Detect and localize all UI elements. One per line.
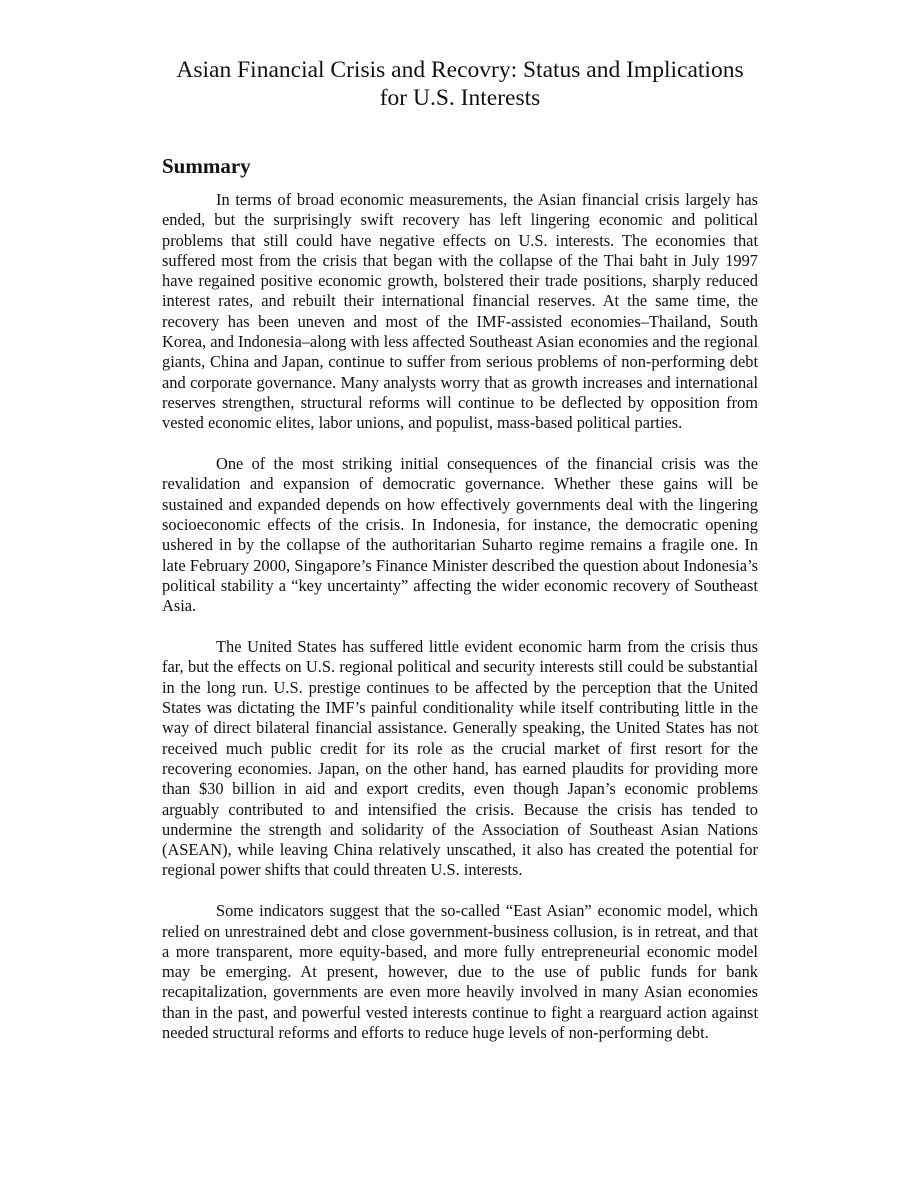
document-title: Asian Financial Crisis and Recovry: Status and Implications for U.S. Interests (176, 57, 744, 111)
summary-paragraph-2: One of the most striking initial consequences of the financial crisis was the revalidation and expansion of democratic governance. Whether these gains will be sustained and expanded depends on how effectively governments deal with the lingering socioeconomic effects of the crisis. In Indonesia, for instance, the democratic opening ushered in by the collapse of the authoritarian Suharto regime remains a fragile one. In late February 2000, Singapore’s Finance Minister described the question about Indonesia’s political stability a “key uncertainty” affecting the wider economic recovery of Southeast Asia. (162, 454, 758, 616)
summary-paragraph-4: Some indicators suggest that the so-called “East Asian” economic model, which relied on unrestrained debt and close government-business collusion, is in retreat, and that a more transparent, more equity-based, and more fully entrepreneurial economic model may be emerging. At present, however, due to the use of public funds for bank recapitalization, governments are even more heavily involved in many Asian economies than in the past, and powerful vested interests continue to fight a rearguard action against needed structural reforms and efforts to reduce huge levels of non-performing debt. (162, 901, 758, 1043)
summary-paragraph-1: In terms of broad economic measurements, the Asian financial crisis largely has ended, but the surprisingly swift recovery has left lingering economic and political problems that still could have negative effects on U.S. interests. The economies that suffered most from the crisis that began with the collapse of the Thai baht in July 1997 have regained positive economic growth, bolstered their trade positions, sharply reduced interest rates, and rebuilt their international financial reserves. At the same time, the recovery has been uneven and most of the IMF-assisted economies–Thailand, South Korea, and Indonesia–along with less affected Southeast Asian economies and the regional giants, China and Japan, continue to suffer from serious problems of non-performing debt and corporate governance. Many analysts worry that as growth increases and international reserves strengthen, structural reforms will continue to be deflected by opposition from vested economic elites, labor unions, and populist, mass-based political parties. (162, 190, 758, 433)
summary-paragraph-3: The United States has suffered little evident economic harm from the crisis thus far, but the effects on U.S. regional political and security interests still could be substantial in the long run. U.S. prestige continues to be affected by the perception that the United States was dictating the IMF’s painful conditionality while itself contributing little in the way of direct bilateral financial assistance. Generally speaking, the United States has not received much public credit for its role as the crucial market of first resort for the recovering economies. Japan, on the other hand, has earned plaudits for providing more than $30 billion in aid and export credits, even though Japan’s economic problems arguably contributed to and intensified the crisis. Because the crisis has tended to undermine the strength and solidarity of the Association of Southeast Asian Nations (ASEAN), while leaving China relatively unscathed, it also has created the potential for regional power shifts that could threaten U.S. interests. (162, 637, 758, 880)
document-page (162, 56, 758, 1043)
summary-heading: Summary (162, 154, 251, 178)
